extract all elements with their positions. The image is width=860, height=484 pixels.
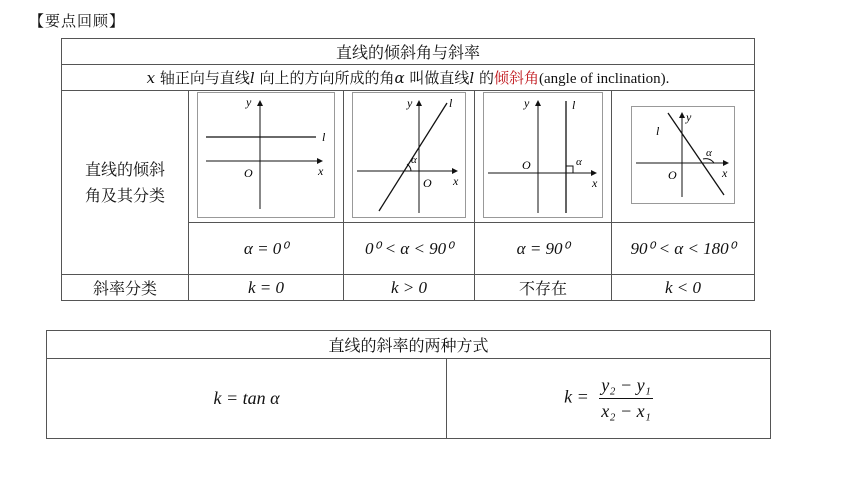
formula-numerator: y₂ − y₁ xyxy=(599,375,653,399)
line-label: l xyxy=(572,98,576,112)
def-l1: l xyxy=(249,69,255,87)
formula-lhs: k = xyxy=(564,386,589,407)
def-part3: 叫做直线 xyxy=(404,69,470,87)
table1-title: 直线的倾斜角与斜率 xyxy=(62,39,755,65)
def-english: (angle of inclination). xyxy=(539,71,670,87)
axis-y-label: y xyxy=(524,96,530,110)
slope-formula-table xyxy=(46,330,771,439)
angle-label: α xyxy=(706,147,712,159)
graph-cell-obtuse xyxy=(612,91,755,223)
formula-denominator: x₂ − x₁ xyxy=(601,401,651,421)
slope-undefined: 不存在 xyxy=(475,275,612,301)
slope-zero: k = 0 xyxy=(189,275,344,301)
def-part1: 轴正向与直线 xyxy=(155,69,250,87)
section-heading: 【要点回顾】 xyxy=(29,12,126,30)
angle-label: α xyxy=(411,154,417,166)
graph-obtuse xyxy=(631,106,735,204)
definition-row xyxy=(62,65,755,91)
axis-x-label: x xyxy=(722,166,728,180)
graph-vertical xyxy=(483,92,603,218)
condition-acute: 0⁰ < α < 90⁰ xyxy=(344,223,475,275)
graph-cell-horizontal xyxy=(189,91,344,223)
formula-fraction xyxy=(599,375,653,422)
axis-x-label: x xyxy=(453,174,459,188)
row-label-classification xyxy=(62,91,189,275)
axis-x-label: x xyxy=(318,164,324,178)
graph-cell-acute xyxy=(344,91,475,223)
line-label: l xyxy=(322,130,326,144)
axis-x-label: x xyxy=(592,176,598,190)
origin-label: O xyxy=(522,158,531,172)
def-term: 倾斜角 xyxy=(493,69,539,87)
graph-horizontal xyxy=(197,92,335,218)
origin-label: O xyxy=(244,166,253,180)
table2-title: 直线的斜率的两种方式 xyxy=(47,331,771,359)
axis-y-label: y xyxy=(246,95,252,109)
def-x: x xyxy=(146,69,156,87)
line-label: l xyxy=(656,124,660,138)
slope-negative: k < 0 xyxy=(612,275,755,301)
row-label-slope: 斜率分类 xyxy=(62,275,189,301)
axis-y-label: y xyxy=(407,96,413,110)
def-part2: 向上的方向所成的角 xyxy=(254,69,395,87)
origin-label: O xyxy=(423,176,432,190)
origin-label: O xyxy=(668,168,677,182)
def-l2: l xyxy=(469,69,475,87)
condition-obtuse: 90⁰ < α < 180⁰ xyxy=(612,223,755,275)
angle-label: α xyxy=(576,156,582,168)
line-label: l xyxy=(449,96,453,110)
formula-tan: k = tan α xyxy=(47,359,447,439)
condition-zero: α = 0⁰ xyxy=(189,223,344,275)
def-part4: 的 xyxy=(474,69,494,87)
graph-cell-vertical xyxy=(475,91,612,223)
def-alpha: α xyxy=(394,69,405,87)
slope-positive: k > 0 xyxy=(344,275,475,301)
formula-two-points xyxy=(447,359,771,439)
axis-y-label: y xyxy=(686,110,692,124)
graph-acute xyxy=(352,92,466,218)
condition-right: α = 90⁰ xyxy=(475,223,612,275)
row-label-text: 直线的倾斜角及其分类 xyxy=(84,159,165,205)
inclination-table xyxy=(61,38,755,301)
